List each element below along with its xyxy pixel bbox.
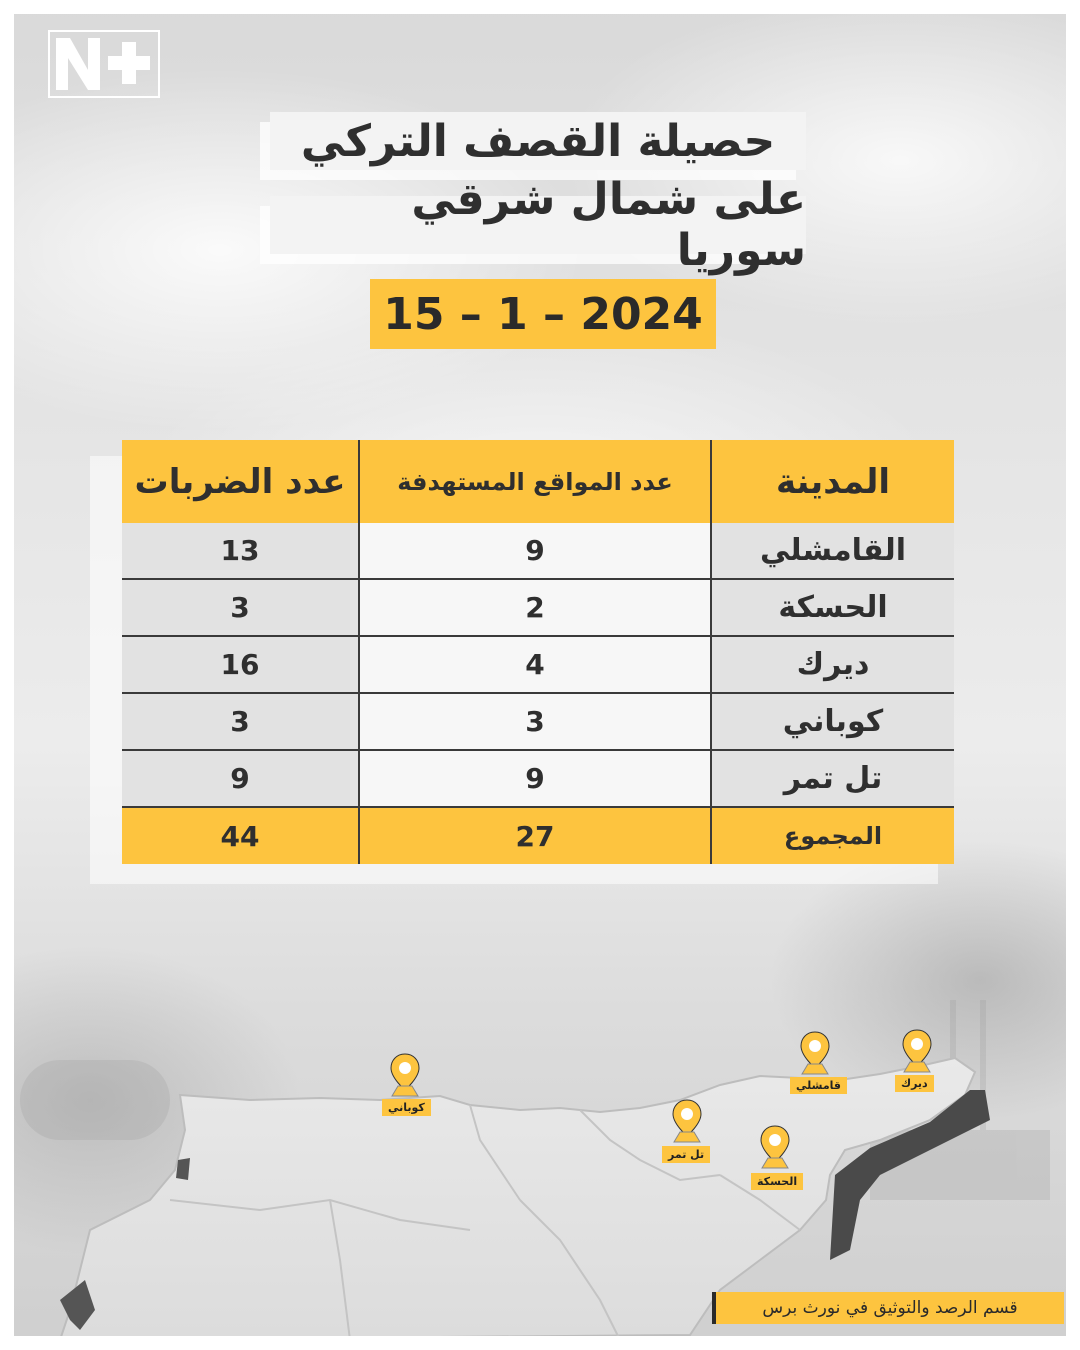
- map-pin-icon: [758, 1124, 792, 1170]
- table-total-row: [122, 807, 954, 864]
- cell-city: كوباني: [711, 693, 954, 750]
- north-press-logo-icon: [48, 30, 160, 98]
- cell-sites: 9: [359, 523, 711, 579]
- pin-label-derik: ديرك: [895, 1075, 934, 1092]
- strikes-table-container: [106, 440, 954, 864]
- table-row: [122, 579, 954, 636]
- total-label: المجموع: [711, 807, 954, 864]
- total-sites: 27: [359, 807, 711, 864]
- table-row: [122, 693, 954, 750]
- date-badge: [370, 279, 716, 349]
- title-line-1: حصيلة القصف التركي: [270, 112, 806, 170]
- total-strikes: 44: [122, 807, 359, 864]
- cell-city: الحسكة: [711, 579, 954, 636]
- header-city: المدينة: [711, 440, 954, 523]
- pin-label-hasakah: الحسكة: [751, 1173, 803, 1190]
- cell-strikes: 16: [122, 636, 359, 693]
- map-pin-icon: [798, 1030, 832, 1076]
- header-sites: عدد المواقع المستهدفة: [359, 440, 711, 523]
- cell-strikes: 9: [122, 750, 359, 807]
- cell-sites: 2: [359, 579, 711, 636]
- cell-strikes: 13: [122, 523, 359, 579]
- cell-city: ديرك: [711, 636, 954, 693]
- strikes-table: [122, 440, 954, 864]
- cell-city: تل تمر: [711, 750, 954, 807]
- map-pin-icon: [670, 1098, 704, 1144]
- map-western-patch-2: [176, 1158, 190, 1180]
- date-text: 15 – 1 – 2024: [383, 288, 703, 340]
- table-row: [122, 523, 954, 579]
- header-strikes: عدد الضربات: [122, 440, 359, 523]
- map-pin-icon: [900, 1028, 934, 1074]
- table-row: [122, 636, 954, 693]
- pin-label-tal-tamr: تل تمر: [662, 1146, 710, 1163]
- pin-label-kobani: كوباني: [382, 1099, 431, 1116]
- cell-sites: 3: [359, 693, 711, 750]
- cell-strikes: 3: [122, 693, 359, 750]
- footer-credit: قسم الرصد والتوثيق في نورث برس: [712, 1292, 1064, 1324]
- map-pin-icon: [388, 1052, 422, 1098]
- title-line-2: على شمال شرقي سوريا: [270, 196, 806, 254]
- cell-sites: 9: [359, 750, 711, 807]
- cell-sites: 4: [359, 636, 711, 693]
- table-header-row: [122, 440, 954, 523]
- pin-label-qamishli: قامشلي: [790, 1077, 847, 1094]
- cell-strikes: 3: [122, 579, 359, 636]
- table-row: [122, 750, 954, 807]
- cell-city: القامشلي: [711, 523, 954, 579]
